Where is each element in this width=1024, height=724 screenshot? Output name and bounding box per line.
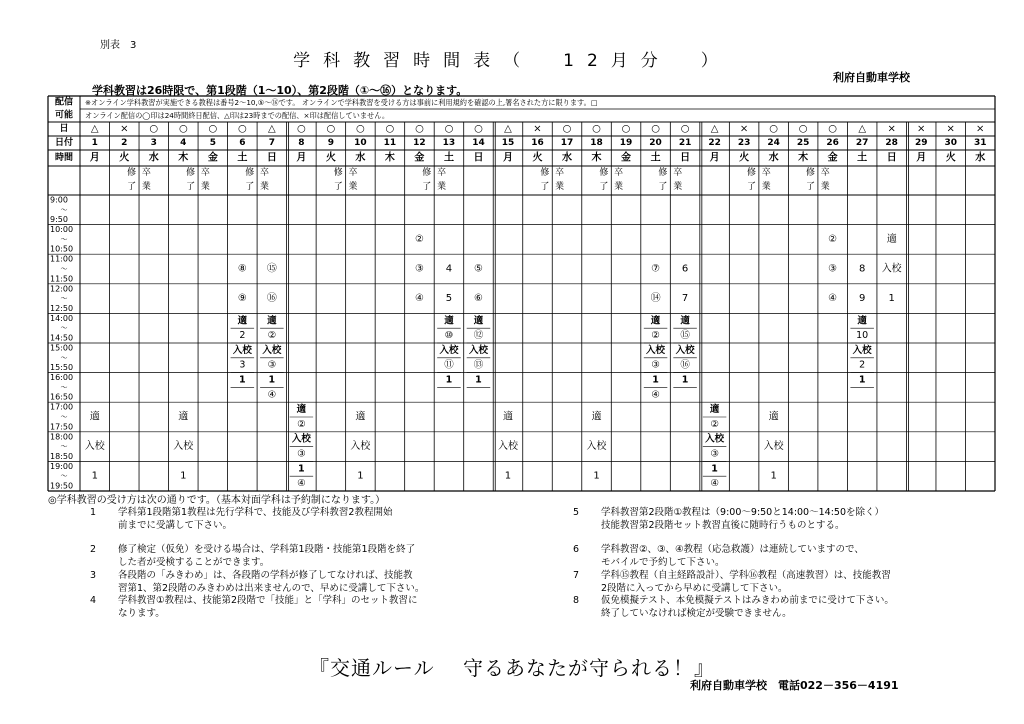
- block-line: ④: [710, 478, 719, 490]
- weekday-label: 月: [89, 152, 100, 164]
- weekday-label: 木: [591, 152, 602, 164]
- schedule-cell: ④: [828, 293, 838, 305]
- weekday-label: 月: [502, 152, 513, 164]
- block-line: ④: [267, 389, 277, 401]
- completion-label: 了: [127, 182, 137, 192]
- stream-mark: ○: [178, 123, 188, 135]
- weekday-label: 月: [916, 152, 927, 164]
- weekday-label: 木: [798, 152, 809, 164]
- date-number: 18: [590, 138, 603, 148]
- stream-mark: △: [858, 123, 867, 135]
- block-line: 1: [445, 374, 453, 386]
- schedule-cell: 4: [445, 263, 453, 275]
- block-line: ⑩: [444, 330, 454, 342]
- note-number: 3: [90, 570, 97, 581]
- time-start: 19:00: [50, 461, 74, 471]
- block-line: 1: [268, 374, 276, 386]
- howto-heading: ◎学科教習の受け方は次の通りです。（基本対面学科は予約制になります。）: [48, 495, 386, 506]
- time-start: 14:00: [50, 313, 74, 323]
- weekday-label: 金: [414, 152, 425, 164]
- block-line: 適: [296, 404, 307, 416]
- weekday-label: 金: [207, 152, 218, 164]
- block-line: 入校: [705, 433, 725, 445]
- date-number: 25: [796, 138, 810, 148]
- completion-label: 業: [141, 182, 151, 192]
- completion-label: 卒: [820, 168, 830, 178]
- stream-mark: ○: [562, 123, 572, 135]
- weekday-label: 火: [945, 152, 956, 164]
- block-line: 適: [709, 404, 720, 416]
- date-number: 15: [501, 138, 515, 148]
- stream-mark: △: [710, 123, 719, 135]
- block-line: ⑮: [680, 330, 690, 342]
- note-8: [573, 594, 993, 620]
- schedule-cell: 1: [180, 470, 187, 482]
- stream-mark: ○: [798, 123, 808, 135]
- row-label-stream: 日: [59, 124, 69, 134]
- date-number: 29: [914, 138, 928, 148]
- time-end: 12:50: [50, 303, 74, 313]
- block-line: ⑫: [473, 330, 484, 342]
- completion-label: 修: [127, 168, 137, 178]
- schedule-cell: 入校: [84, 441, 105, 453]
- weekday-label: 水: [562, 152, 573, 164]
- block-line: ②: [651, 330, 660, 342]
- block-line: ③: [710, 448, 719, 460]
- completion-label: 業: [761, 182, 771, 192]
- schedule-cell: 9: [858, 293, 866, 305]
- completion-label: 修: [658, 168, 668, 178]
- weekday-label: 日: [680, 152, 691, 164]
- weekday-label: 月: [296, 152, 307, 164]
- weekday-label: 日: [473, 152, 484, 164]
- weekday-label: 木: [384, 152, 395, 164]
- weekday-label: 土: [237, 152, 248, 164]
- time-start: 15:00: [50, 343, 74, 353]
- completion-label: 卒: [555, 168, 565, 178]
- block-line: 適: [650, 315, 661, 327]
- date-number: 24: [767, 138, 780, 148]
- completion-label: 了: [186, 182, 196, 192]
- time-start: 10:00: [50, 225, 74, 235]
- stream-mark: ○: [149, 123, 159, 135]
- date-number: 28: [885, 138, 898, 148]
- time-tilde: ～: [60, 294, 68, 303]
- time-tilde: ～: [60, 235, 68, 244]
- stream-mark: ○: [592, 123, 601, 135]
- time-end: 9:50: [50, 215, 68, 225]
- note-text: 学科教習①教程は、技能第2段階で「技能」と「学科」のセット教習に なります。: [118, 595, 418, 619]
- completion-label: 業: [614, 182, 624, 192]
- schedule-cell: 適: [502, 411, 513, 423]
- note-3: [90, 569, 530, 595]
- schedule-cell: ③: [414, 263, 424, 275]
- row-label-stream: 可能: [54, 110, 74, 121]
- schedule-cell: ⑨: [237, 293, 247, 305]
- time-end: 18:50: [50, 451, 74, 461]
- schedule-cell: 入校: [173, 441, 194, 453]
- date-number: 30: [944, 138, 957, 148]
- note-2: [90, 543, 530, 569]
- note-7: [573, 569, 993, 595]
- row-label-date: 日付: [54, 138, 74, 148]
- time-start: 9:00: [50, 195, 68, 205]
- time-tilde: ～: [60, 353, 68, 362]
- block-line: 適: [680, 315, 690, 327]
- completion-label: 卒: [259, 168, 269, 178]
- block-line: 入校: [439, 344, 459, 356]
- completion-label: 業: [348, 182, 358, 192]
- completion-label: 業: [555, 182, 565, 192]
- schedule-cell: 適: [768, 411, 779, 423]
- stream-mark: ○: [474, 123, 483, 135]
- time-end: 17:50: [50, 422, 74, 432]
- date-number: 8: [298, 138, 305, 148]
- date-number: 23: [737, 138, 751, 148]
- block-line: 入校: [468, 344, 488, 356]
- block-line: 適: [857, 315, 867, 327]
- date-number: 12: [413, 138, 426, 148]
- completion-label: 了: [245, 182, 255, 192]
- block-line: ⑪: [444, 359, 454, 371]
- schedule-cell: 適: [886, 233, 897, 245]
- stream-note: ※オンライン学科教習が実施できる教程は番号2～10,⑤～⑯です。 オンラインで学科教習を受ける方は事前に利用規約を確認の上,署名された方に限ります。□: [85, 98, 598, 107]
- completion-label: 了: [746, 182, 756, 192]
- schedule-cell: ⑥: [473, 293, 483, 305]
- block-line: 入校: [646, 344, 666, 356]
- block-line: ⑬: [473, 359, 484, 371]
- school-name: 利府自動車学校: [833, 71, 910, 84]
- time-end: 14:50: [50, 333, 74, 343]
- date-number: 26: [826, 138, 839, 148]
- date-number: 14: [472, 138, 485, 148]
- completion-label: 業: [437, 182, 447, 192]
- completion-label: 了: [599, 182, 609, 192]
- weekday-label: 土: [443, 152, 454, 164]
- stream-mark: ×: [533, 123, 542, 135]
- block-line: 1: [298, 463, 305, 475]
- block-line: 適: [237, 315, 248, 327]
- completion-label: 卒: [437, 168, 447, 178]
- stream-mark: ○: [385, 123, 395, 135]
- document-number: 別表 3: [100, 40, 137, 51]
- note-number: 8: [573, 595, 580, 606]
- date-number: 19: [619, 138, 633, 148]
- date-number: 7: [268, 138, 275, 148]
- weekday-label: 金: [621, 152, 632, 164]
- date-number: 21: [678, 138, 692, 148]
- note-number: 1: [90, 507, 97, 518]
- completion-label: 修: [186, 168, 196, 178]
- weekday-label: 火: [739, 152, 750, 164]
- date-number: 16: [531, 138, 544, 148]
- time-tilde: ～: [60, 413, 68, 421]
- block-line: 1: [681, 374, 689, 386]
- note-6: [573, 543, 993, 569]
- block-line: 入校: [291, 433, 311, 445]
- block-line: 入校: [262, 344, 282, 356]
- note-text: 仮免模擬テスト、本免模擬テストはみきわめ前までに受けて下さい。 終了していなければ検定が受験できません。: [601, 595, 894, 619]
- completion-label: 卒: [673, 168, 683, 178]
- completion-label: 卒: [614, 168, 624, 178]
- note-4: [90, 594, 530, 620]
- weekday-label: 金: [827, 152, 838, 164]
- note-text: 各段階の「みきわめ」は、各段階の学科が修了してなければ、技能教 習第1、第2段階のみきわめは出来ませんので、早めに受講して下さい。: [118, 570, 425, 594]
- block-line: 入校: [675, 344, 695, 356]
- completion-label: 修: [806, 168, 816, 178]
- date-number: 9: [327, 138, 335, 148]
- weekday-label: 日: [886, 152, 897, 164]
- schedule-cell: 1: [888, 293, 895, 305]
- block-line: 1: [652, 374, 659, 386]
- note-5: [573, 506, 993, 532]
- date-number: 22: [708, 138, 721, 148]
- completion-label: 了: [333, 182, 343, 192]
- date-number: 31: [973, 138, 987, 148]
- stream-mark: ×: [887, 123, 896, 135]
- time-start: 18:00: [50, 432, 74, 442]
- completion-label: 業: [259, 182, 269, 192]
- schedule-cell: ⑤: [473, 263, 483, 275]
- block-line: 1: [239, 374, 246, 386]
- safety-slogan: 『交通ルール 守るあなたが守られる！』: [309, 656, 715, 680]
- completion-label: 修: [599, 168, 609, 178]
- weekday-label: 日: [266, 152, 277, 164]
- note-text: 学科第1段階第1教程は先行学科で、技能及び学科教習2教程開始 前までに受講して下さい。: [118, 507, 393, 531]
- schedule-cell: 1: [504, 470, 512, 482]
- schedule-cell: ⑭: [650, 293, 661, 305]
- note-text: 学科教習②、③、④教程（応急救護）は連続していますので、 モバイルで予約して下さい。: [601, 544, 864, 568]
- schedule-cell: 1: [770, 470, 777, 482]
- stream-mark: ○: [208, 123, 218, 135]
- weekday-label: 火: [325, 152, 336, 164]
- footer-contact: 利府自動車学校 電話022－356－4191: [690, 679, 899, 692]
- time-end: 19:50: [50, 481, 74, 491]
- date-number: 10: [354, 138, 367, 148]
- note-text: 学科⑮教程（自主経路設計）、学科⑯教程（高速教習）は、技能教習 2段階に入ってから早めに受講して下さい。: [601, 570, 891, 594]
- time-start: 12:00: [50, 284, 74, 294]
- weekday-label: 水: [355, 152, 366, 164]
- stream-mark: ×: [120, 123, 129, 135]
- stream-mark: ○: [769, 123, 778, 135]
- note-number: 4: [90, 595, 97, 606]
- block-line: 1: [858, 374, 866, 386]
- block-line: 入校: [232, 344, 252, 356]
- schedule-cell: 入校: [497, 441, 518, 453]
- schedule-cell: ⑯: [266, 293, 277, 305]
- schedule-cell: 入校: [350, 441, 371, 453]
- row-label-weekday: 時間: [54, 153, 74, 163]
- time-end: 10:50: [50, 244, 74, 254]
- time-end: 16:50: [50, 392, 74, 402]
- weekday-label: 土: [650, 152, 661, 164]
- date-number: 1: [91, 138, 98, 148]
- schedule-cell: ④: [414, 293, 424, 305]
- note-number: 7: [573, 570, 580, 581]
- schedule-cell: 8: [858, 263, 866, 275]
- completion-label: 業: [820, 182, 830, 192]
- block-line: 2: [859, 359, 866, 371]
- completion-label: 業: [673, 182, 683, 192]
- weekday-label: 水: [975, 152, 986, 164]
- schedule-cell: ③: [828, 263, 838, 275]
- completion-label: 了: [422, 182, 432, 192]
- schedule-cell: 5: [445, 293, 453, 305]
- block-line: ②: [267, 330, 277, 342]
- stream-mark: ×: [739, 123, 749, 135]
- weekday-label: 月: [709, 152, 720, 164]
- time-tilde: ～: [60, 442, 68, 451]
- page-title: 学科教習時間表（ 12月分 ）: [293, 51, 731, 71]
- block-line: ②: [297, 418, 306, 430]
- stream-mark: ○: [356, 123, 365, 135]
- schedule-cell: ⑧: [237, 263, 247, 275]
- block-line: ②: [710, 418, 719, 430]
- block-line: 適: [267, 315, 277, 327]
- date-number: 20: [649, 138, 662, 148]
- weekday-label: 木: [178, 152, 189, 164]
- schedule-cell: 入校: [586, 441, 607, 453]
- schedule-cell: 1: [593, 470, 600, 482]
- schedule-cell: 6: [681, 263, 689, 275]
- time-end: 11:50: [50, 274, 74, 284]
- date-number: 17: [560, 138, 574, 148]
- block-line: 10: [856, 330, 869, 342]
- completion-label: 了: [658, 182, 668, 192]
- note-number: 2: [90, 544, 97, 555]
- schedule-cell: ②: [828, 233, 838, 245]
- schedule-cell: 適: [89, 411, 100, 423]
- schedule-cell: 入校: [763, 441, 784, 453]
- intro-text: 学科教習は26時限で、第1段階（1～10）、第2段階（①～⑯）となります。: [92, 84, 468, 97]
- stream-mark: ○: [621, 123, 631, 135]
- date-number: 4: [180, 138, 187, 148]
- block-line: 適: [444, 315, 454, 327]
- stream-mark: ○: [415, 123, 424, 135]
- stream-mark: △: [268, 123, 276, 135]
- schedule-cell: 7: [681, 293, 689, 305]
- block-line: ③: [297, 448, 306, 460]
- weekday-label: 火: [119, 152, 130, 164]
- time-end: 15:50: [50, 363, 74, 373]
- schedule-cell: 1: [91, 470, 98, 482]
- schedule-cell: ⑦: [651, 263, 661, 275]
- schedule-cell: ②: [414, 233, 424, 245]
- block-line: ④: [297, 478, 306, 490]
- schedule-cell: 適: [591, 411, 602, 423]
- completion-label: 了: [806, 182, 816, 192]
- block-line: 1: [475, 374, 482, 386]
- schedule-cell: 入校: [881, 263, 902, 275]
- time-tilde: ～: [60, 205, 68, 214]
- date-number: 3: [150, 138, 157, 148]
- stream-mark: ○: [297, 123, 306, 135]
- stream-mark: ×: [917, 123, 926, 135]
- block-line: 3: [239, 359, 246, 371]
- date-number: 5: [209, 138, 216, 148]
- note-number: 5: [573, 507, 580, 518]
- weekday-label: 水: [768, 152, 779, 164]
- completion-label: 修: [245, 168, 255, 178]
- weekday-label: 土: [857, 152, 868, 164]
- schedule-cell: 1: [357, 470, 364, 482]
- completion-label: 修: [746, 168, 756, 178]
- note-1: [90, 506, 530, 532]
- time-tilde: ～: [60, 324, 68, 333]
- weekday-label: 水: [148, 152, 159, 164]
- time-tilde: ～: [60, 383, 68, 392]
- stream-mark: ×: [976, 123, 985, 135]
- time-tilde: ～: [60, 265, 68, 273]
- completion-label: 修: [333, 168, 343, 178]
- stream-mark: ○: [680, 123, 690, 135]
- time-start: 17:00: [50, 402, 74, 412]
- completion-label: 卒: [141, 168, 151, 178]
- time-tilde: ～: [60, 472, 68, 481]
- schedule-cell: ⑮: [266, 263, 277, 275]
- stream-note: オンライン配信の◯印は24時間終日配信、△印は23時までの配信、×印は配信していません。: [85, 111, 390, 120]
- block-line: 適: [473, 315, 484, 327]
- note-text: 学科教習第2段階①教程は（9:00～9:50と14:00～14:50を除く） 技能教習第2段階セット教習直後に随時行うものとする。: [601, 507, 884, 531]
- stream-mark: ○: [444, 123, 454, 135]
- block-line: ⑯: [680, 359, 690, 371]
- block-line: ④: [651, 389, 660, 401]
- completion-label: 修: [422, 168, 432, 178]
- stream-mark: ○: [651, 123, 660, 135]
- schedule-cell: 適: [355, 411, 366, 423]
- stream-mark: △: [90, 123, 99, 135]
- block-line: ③: [651, 359, 660, 371]
- completion-label: 修: [540, 168, 550, 178]
- stream-mark: ○: [237, 123, 247, 135]
- block-line: ③: [267, 359, 277, 371]
- stream-mark: △: [504, 123, 512, 135]
- date-number: 13: [442, 138, 456, 148]
- date-number: 2: [121, 138, 128, 148]
- block-line: 2: [239, 330, 246, 342]
- stream-mark: ○: [828, 123, 838, 135]
- stream-mark: ×: [946, 123, 955, 135]
- completion-label: 了: [540, 182, 550, 192]
- note-number: 6: [573, 544, 580, 555]
- completion-label: 卒: [761, 168, 771, 178]
- completion-label: 業: [200, 182, 210, 192]
- date-number: 27: [855, 138, 869, 148]
- block-line: 入校: [852, 344, 872, 356]
- time-start: 16:00: [50, 373, 74, 383]
- block-line: 1: [711, 463, 718, 475]
- completion-label: 卒: [200, 168, 210, 178]
- stream-mark: ○: [326, 123, 336, 135]
- row-label-stream: 配信: [54, 97, 74, 108]
- completion-label: 卒: [348, 168, 358, 178]
- time-start: 11:00: [50, 254, 74, 264]
- note-text: 修了検定（仮免）を受ける場合は、学科第1段階・技能第1段階を終了 した者が受検することができます。: [118, 544, 416, 568]
- date-number: 11: [383, 138, 397, 148]
- schedule-cell: 適: [178, 411, 189, 423]
- date-number: 6: [239, 138, 246, 148]
- weekday-label: 火: [532, 152, 543, 164]
